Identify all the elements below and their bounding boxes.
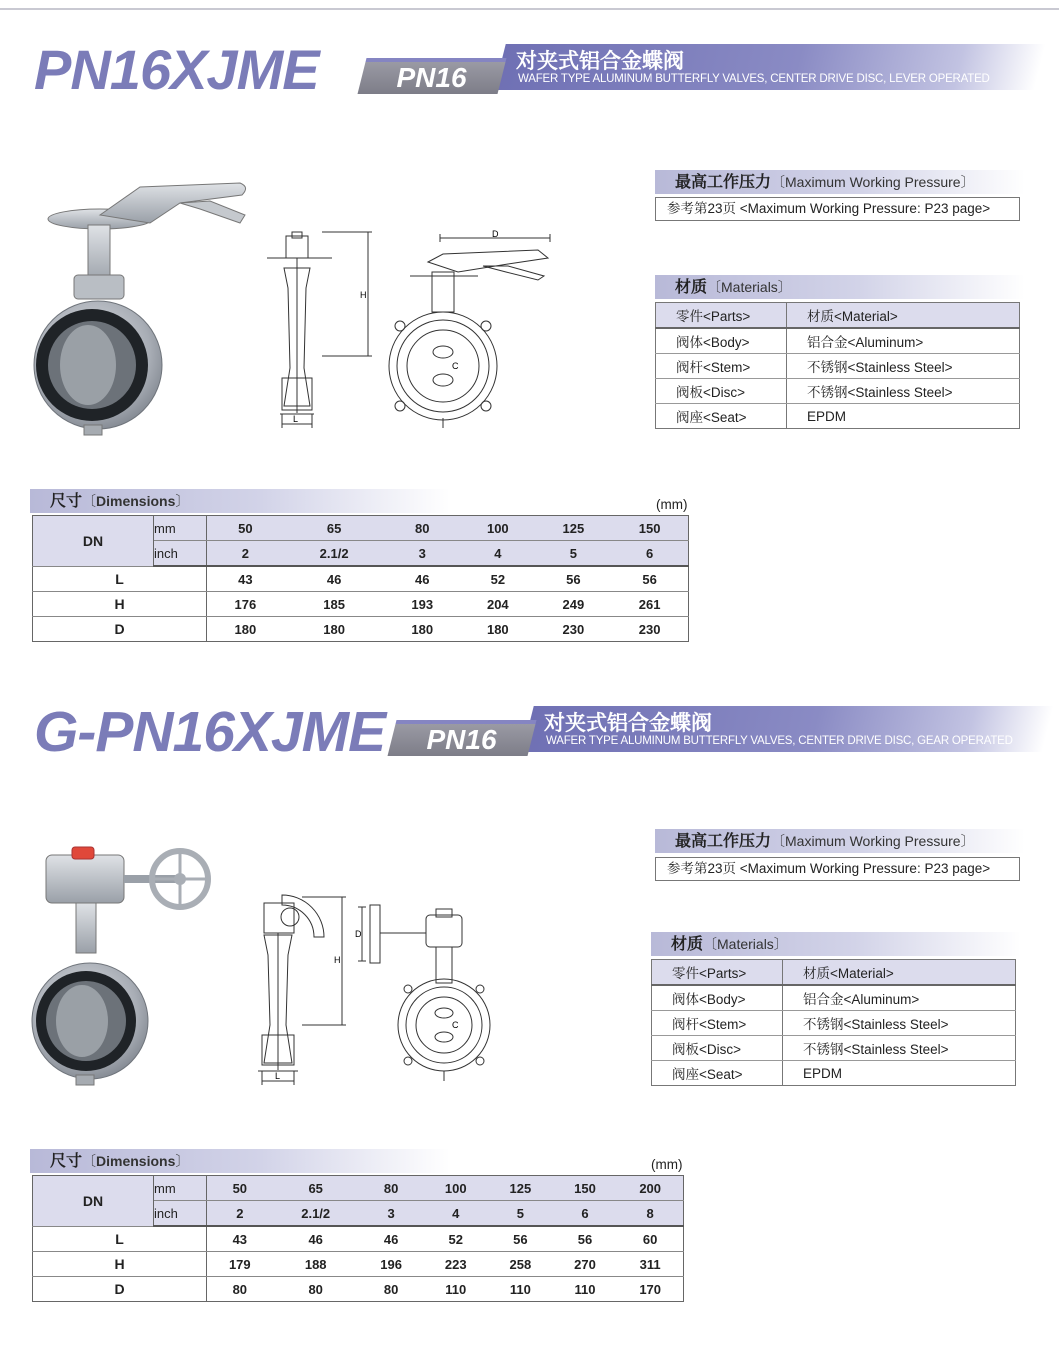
dimension-row-h: [33, 592, 689, 617]
value-cell: 43: [207, 1226, 273, 1252]
materials-row: [652, 1061, 1016, 1086]
row-label: D: [33, 1277, 207, 1302]
materials-row: [652, 1036, 1016, 1061]
materials-row: [656, 379, 1020, 404]
value-cell: 180: [486, 621, 509, 637]
model-name: PN16XJME: [34, 38, 319, 101]
dim-label-d: D: [355, 929, 362, 939]
materials-cell: 阀座<Seat>: [656, 404, 787, 429]
pressure-reference: 参考第23页 <Maximum Working Pressure: P23 page>: [655, 197, 1020, 221]
mm-label: mm: [154, 1176, 207, 1201]
pressure-reference: 参考第23页 <Maximum Working Pressure: P23 page>: [655, 857, 1020, 881]
value-cell: 52: [423, 1226, 488, 1252]
dn-label: DN: [33, 1176, 154, 1227]
dn-mm-cell: 100: [423, 1176, 488, 1201]
materials-row: [656, 354, 1020, 379]
gear-section-header: [0, 700, 1059, 764]
dn-mm-cell: 65: [273, 1176, 359, 1201]
top-rule: [0, 8, 1059, 10]
dn-mm-cell: 50: [207, 1176, 273, 1201]
dim-label-l: L: [275, 1071, 281, 1081]
lever-materials-table: [655, 302, 1020, 429]
value-cell: 230: [562, 621, 585, 637]
materials-cell: EPDM: [803, 1065, 843, 1081]
row-label: D: [33, 617, 207, 642]
title-chinese: 对夹式铝合金蝶阀: [544, 712, 712, 735]
materials-row: [652, 985, 1016, 1011]
dn-inch-cell: 2: [207, 1201, 273, 1227]
dn-mm-cell: 200: [617, 1176, 683, 1201]
value-cell: 110: [509, 1281, 531, 1297]
gear-side-drawing: [242, 885, 367, 1085]
value-cell: 80: [383, 1281, 399, 1297]
dn-inch-cell: 3: [359, 1201, 424, 1227]
dim-label-l: L: [293, 414, 299, 424]
lever-front-drawing: [388, 228, 558, 433]
dimensions-label: 尺寸〔Dimensions〕: [30, 489, 450, 513]
inch-label: inch: [154, 541, 207, 567]
gear-materials-table: [651, 959, 1016, 1086]
dim-label-h: H: [334, 955, 341, 965]
row-label: H: [33, 1252, 207, 1277]
dn-inch-cell: 6: [553, 1201, 618, 1227]
materials-cell: 铝合金<Aluminum>: [783, 985, 1016, 1011]
model-name: G-PN16XJME: [34, 700, 386, 764]
dim-label-c: C: [452, 1020, 459, 1030]
dn-mm-row: [33, 516, 689, 541]
value-cell: 179: [207, 1252, 273, 1277]
value-cell: 60: [617, 1226, 683, 1252]
value-cell: 80: [232, 1281, 248, 1297]
value-cell: 56: [611, 566, 688, 592]
dim-label-d: D: [492, 229, 499, 239]
dn-inch-cell: 4: [460, 541, 536, 567]
unit-note: (mm): [651, 1157, 683, 1172]
value-cell: 185: [284, 592, 385, 617]
materials-row: [656, 404, 1020, 429]
value-cell: 56: [553, 1226, 618, 1252]
materials-cell: 阀杆<Stem>: [656, 354, 787, 379]
dimension-row-d: [33, 617, 689, 642]
value-cell: 311: [617, 1252, 683, 1277]
value-cell: 43: [207, 566, 284, 592]
value-cell: 230: [638, 621, 661, 637]
value-cell: 180: [234, 621, 257, 637]
lever-dimensions-table: [32, 515, 689, 642]
materials-cell: 阀体<Body>: [656, 328, 787, 354]
dn-inch-cell: 4: [423, 1201, 488, 1227]
pn-tag: PN16: [358, 58, 507, 94]
materials-label: 材质〔Materials〕: [655, 275, 1025, 299]
dn-mm-cell: 80: [384, 516, 460, 541]
materials-cell: 材质<Material>: [783, 960, 1016, 986]
value-cell: 270: [553, 1252, 618, 1277]
value-cell: 46: [384, 566, 460, 592]
value-cell: 188: [273, 1252, 359, 1277]
materials-cell: 不锈钢<Stainless Steel>: [787, 379, 1020, 404]
materials-label: 材质〔Materials〕: [651, 932, 1021, 956]
dn-label: DN: [33, 516, 154, 567]
value-cell: 56: [536, 566, 612, 592]
dn-mm-cell: 65: [284, 516, 385, 541]
dn-mm-cell: 125: [536, 516, 612, 541]
mm-label: mm: [154, 516, 207, 541]
materials-cell: 阀板<Disc>: [656, 379, 787, 404]
materials-cell: EPDM: [807, 408, 847, 424]
dn-inch-cell: 5: [536, 541, 612, 567]
materials-row: [652, 1011, 1016, 1036]
dn-inch-cell: 3: [384, 541, 460, 567]
materials-header-row: [656, 303, 1020, 329]
pn-tag: PN16: [388, 720, 537, 756]
value-cell: 56: [488, 1226, 553, 1252]
dn-inch-cell: 5: [488, 1201, 553, 1227]
value-cell: 204: [460, 592, 536, 617]
dn-mm-cell: 150: [553, 1176, 618, 1201]
value-cell: 180: [411, 621, 434, 637]
materials-cell: 阀体<Body>: [652, 985, 783, 1011]
value-cell: 223: [423, 1252, 488, 1277]
materials-cell: 不锈钢<Stainless Steel>: [783, 1036, 1016, 1061]
dn-inch-cell: 2.1/2: [273, 1201, 359, 1227]
materials-cell: 阀座<Seat>: [652, 1061, 783, 1086]
value-cell: 249: [536, 592, 612, 617]
value-cell: 52: [460, 566, 536, 592]
materials-cell: 阀板<Disc>: [652, 1036, 783, 1061]
dn-inch-cell: 8: [617, 1201, 683, 1227]
materials-cell: 阀杆<Stem>: [652, 1011, 783, 1036]
lever-side-drawing: [262, 228, 382, 433]
dn-mm-cell: 50: [207, 516, 284, 541]
dn-mm-cell: 100: [460, 516, 536, 541]
dn-mm-cell: 125: [488, 1176, 553, 1201]
dimension-row-d: [33, 1277, 684, 1302]
dim-label-c: C: [452, 361, 459, 371]
unit-note: (mm): [656, 497, 688, 512]
materials-header-row: [652, 960, 1016, 986]
max-pressure-label: 最高工作压力〔Maximum Working Pressure〕: [655, 829, 1025, 853]
row-label: H: [33, 592, 207, 617]
materials-cell: 零件<Parts>: [652, 960, 783, 986]
dimensions-label: 尺寸〔Dimensions〕: [30, 1149, 450, 1173]
dn-mm-cell: 150: [611, 516, 688, 541]
materials-cell: 零件<Parts>: [656, 303, 787, 329]
gear-dimensions-table: [32, 1175, 684, 1302]
row-label: L: [33, 566, 207, 592]
value-cell: 80: [308, 1281, 323, 1297]
materials-cell: 不锈钢<Stainless Steel>: [783, 1011, 1016, 1036]
value-cell: 193: [384, 592, 460, 617]
gear-valve-photo: [30, 833, 220, 1088]
dimension-row-l: [33, 1226, 684, 1252]
title-english: WAFER TYPE ALUMINUM BUTTERFLY VALVES, CENTER DRIVE DISC, LEVER OPERATED: [518, 73, 990, 85]
inch-label: inch: [154, 1201, 207, 1227]
dn-inch-cell: 6: [611, 541, 688, 567]
dn-inch-cell: 2: [207, 541, 284, 567]
value-cell: 110: [445, 1281, 467, 1297]
materials-row: [656, 328, 1020, 354]
value-cell: 46: [273, 1226, 359, 1252]
value-cell: 180: [323, 621, 345, 637]
lever-section-header: [0, 38, 1059, 102]
value-cell: 261: [611, 592, 688, 617]
lever-valve-photo: [30, 175, 250, 435]
dn-mm-row: [33, 1176, 684, 1201]
materials-cell: 铝合金<Aluminum>: [787, 328, 1020, 354]
value-cell: 258: [488, 1252, 553, 1277]
dimension-row-h: [33, 1252, 684, 1277]
value-cell: 170: [639, 1281, 662, 1297]
dn-inch-cell: 2.1/2: [284, 541, 385, 567]
row-label: L: [33, 1226, 207, 1252]
materials-cell: 材质<Material>: [787, 303, 1020, 329]
title-english: WAFER TYPE ALUMINUM BUTTERFLY VALVES, CENTER DRIVE DISC, GEAR OPERATED: [546, 735, 1013, 747]
dimension-row-l: [33, 566, 689, 592]
dim-label-h: H: [360, 290, 367, 300]
materials-cell: 不锈钢<Stainless Steel>: [787, 354, 1020, 379]
max-pressure-label: 最高工作压力〔Maximum Working Pressure〕: [655, 170, 1025, 194]
value-cell: 46: [359, 1226, 424, 1252]
value-cell: 110: [574, 1281, 596, 1297]
title-chinese: 对夹式铝合金蝶阀: [516, 50, 684, 73]
value-cell: 176: [207, 592, 284, 617]
value-cell: 46: [284, 566, 385, 592]
dn-mm-cell: 80: [359, 1176, 424, 1201]
value-cell: 196: [359, 1252, 424, 1277]
gear-front-drawing: [352, 895, 502, 1090]
